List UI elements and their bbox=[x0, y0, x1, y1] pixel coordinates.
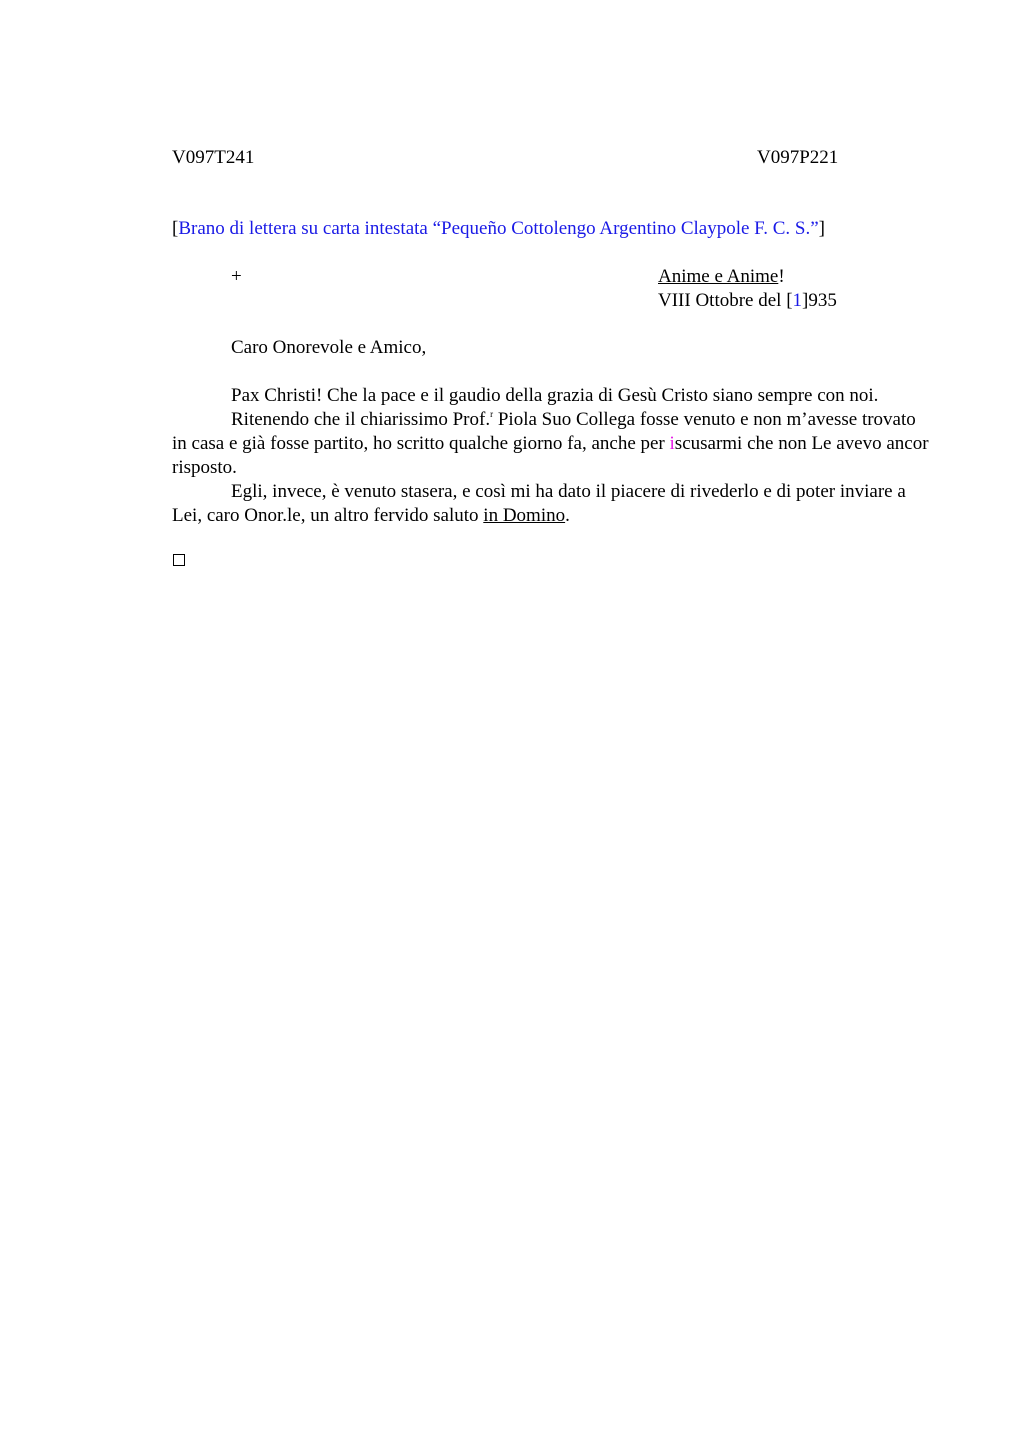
letter-body bbox=[172, 384, 932, 528]
end-box-icon bbox=[173, 554, 185, 566]
paragraph-2-part-b: Piola Suo Collega fosse venuto e non m’avesse trovato in casa e già fosse partito, ho scritto qualche giorno fa, anche per bbox=[172, 409, 916, 454]
paragraph-2-part-c: scusarmi che non Le avevo ancor risposto. bbox=[172, 433, 929, 478]
date-line bbox=[658, 289, 837, 313]
document-code-left: V097T241 bbox=[172, 147, 255, 168]
date-suffix: ]935 bbox=[802, 290, 837, 311]
paragraph-3-part-a: Egli, invece, è venuto stasera, e così mi ha dato il piacere di rivederlo e di poter inviare a Lei, caro Onor.le, un altro fervido saluto bbox=[172, 481, 906, 526]
salutation: Caro Onorevole e Amico, bbox=[231, 337, 427, 358]
paragraph-3-underlined: in Domino bbox=[483, 505, 566, 526]
editor-note-open-bracket: [ bbox=[172, 218, 179, 239]
cross-symbol: + bbox=[231, 266, 242, 287]
document-code-right: V097P221 bbox=[757, 147, 839, 168]
motto-line bbox=[658, 265, 837, 289]
paragraph-3-end: . bbox=[565, 505, 570, 526]
motto-exclamation: ! bbox=[778, 266, 785, 287]
paragraph-1: Pax Christi! Che la pace e il gaudio della grazia di Gesù Cristo siano sempre con noi. bbox=[231, 385, 879, 406]
paragraph-2 bbox=[172, 408, 932, 480]
date-prefix: VIII Ottobre del [ bbox=[658, 290, 793, 311]
editor-note-close-bracket: ] bbox=[818, 218, 825, 239]
editor-note-text: Brano di lettera su carta intestata “Pequeño Cottolengo Argentino Claypole F. C. S.” bbox=[178, 218, 819, 239]
date-insert: 1 bbox=[792, 290, 803, 311]
editor-note bbox=[172, 217, 825, 241]
correction-mark: i bbox=[669, 433, 675, 454]
paragraph-3 bbox=[172, 480, 932, 528]
motto-text: Anime e Anime bbox=[658, 266, 779, 287]
superscript-r: r bbox=[490, 409, 494, 419]
paragraph-2-part-a: Ritenendo che il chiarissimo Prof. bbox=[231, 409, 491, 430]
date-block bbox=[658, 265, 837, 313]
